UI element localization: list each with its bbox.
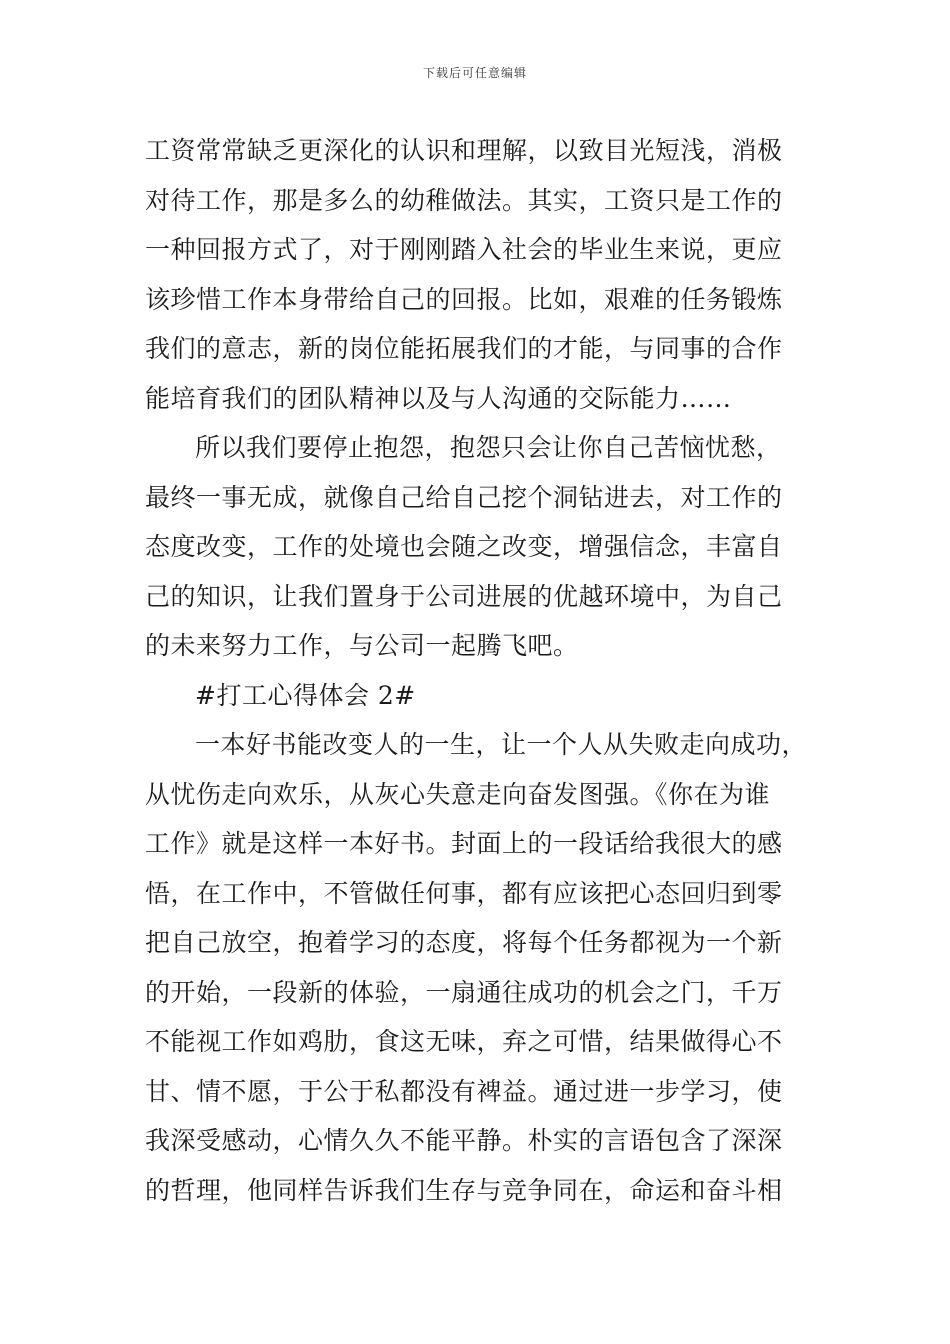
page-header: 下载后可任意编辑: [422, 66, 527, 80]
text-line: 一种回报方式了，对于刚刚踏入社会的毕业生来说，更应: [145, 235, 783, 264]
text-line: 能培育我们的团队精神以及与人沟通的交际能力……: [145, 383, 732, 413]
text-line: 所以我们要停止抱怨，抱怨只会让你自己苦恼忧愁，: [195, 433, 782, 462]
text-line: 的开始，一段新的体验，一扇通往成功的机会之门，千万: [145, 977, 783, 1007]
paragraph-3: [145, 720, 825, 1215]
text-line: 把自己放空，抱着学习的态度，将每个任务都视为一个新: [145, 928, 783, 957]
text-line: 最终一事无成，就像自己给自己挖个洞钻进去，对工作的: [145, 482, 783, 512]
text-line: 我深受感动，心情久久不能平静。朴实的言语包含了深深: [145, 1126, 783, 1155]
text-line: 悟，在工作中，不管做任何事，都有应该把心态回归到零: [145, 878, 783, 908]
text-line: 一本好书能改变人的一生，让一个人从失败走向成功，: [195, 730, 808, 759]
text-line: 该珍惜工作本身带给自己的回报。比如，艰难的任务锻炼: [145, 284, 783, 314]
text-line: 从忧伤走向欢乐，从灰心失意走向奋发图强。《你在为谁: [145, 779, 771, 809]
text-line: 己的知识，让我们置身于公司进展的优越环境中，为自己: [145, 581, 783, 611]
paragraph-1: [145, 126, 825, 423]
text-line: 的哲理，他同样告诉我们生存与竞争同在，命运和奋斗相: [145, 1175, 783, 1205]
section-heading: [145, 671, 825, 721]
document-body: [145, 126, 825, 1215]
text-line: 工作》就是这样一本好书。封面上的一段话给我很大的感: [145, 829, 783, 858]
paragraph-2: [145, 423, 825, 671]
text-line: 甘、情不愿，于公于私都没有裨益。通过进一步学习，使: [145, 1076, 783, 1106]
text-line: 不能视工作如鸡肋，食这无味，弃之可惜，结果做得心不: [145, 1027, 783, 1056]
text-line: 我们的意志，新的岗位能拓展我们的才能，与同事的合作: [145, 334, 783, 363]
text-line: 对待工作，那是多么的幼稚做法。其实，工资只是工作的: [145, 185, 783, 215]
text-line: 态度改变，工作的处境也会随之改变，增强信念，丰富自: [145, 532, 783, 561]
text-line: 的未来努力工作，与公司一起腾飞吧。: [145, 631, 579, 660]
section-title: #打工心得体会 2#: [195, 680, 416, 710]
text-line: 工资常常缺乏更深化的认识和理解，以致目光短浅，消极: [145, 136, 783, 165]
